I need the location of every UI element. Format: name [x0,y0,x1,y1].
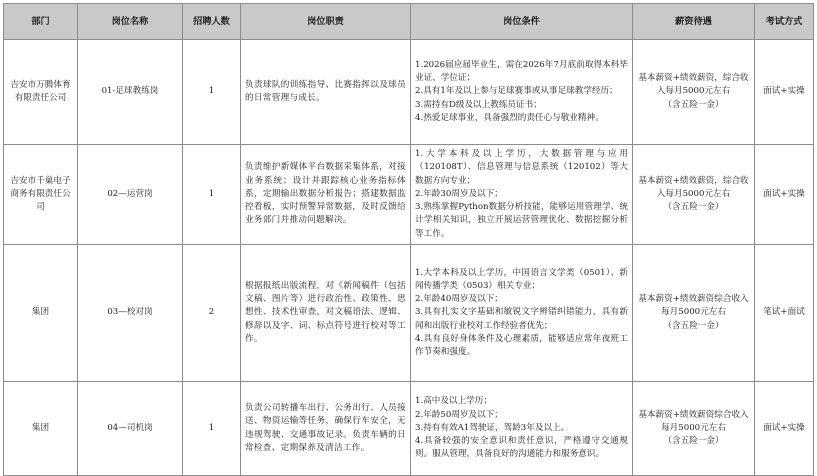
salary-text: 基本薪资+绩效薪资，综合收入每月5000元左右 [638,175,749,199]
salary-cell [633,145,755,245]
requirement-item: 4.具有良好身体条件及心理素质，能够适应常年夜班工作节奏和强度。 [415,333,628,357]
requirement-item: 3.熟练掌握Python数据分析技能，能够运用管理学、统计学相关知识，独立开展运营管理优化、数据挖掘分析等工作。 [415,202,628,239]
exam-cell: 笔试+面试 [755,245,814,382]
count-cell: 1 [183,40,241,145]
salary-cell [633,245,755,382]
requirement-item: 1.高中及以上学历； [415,396,492,407]
count-cell: 1 [183,382,241,476]
department-cell: 吉安市千巢电子商务有限责任公司 [4,145,78,245]
position-cell: 01-足球教练岗 [78,40,183,145]
exam-cell: 面试+实操 [755,145,814,245]
count-cell: 2 [183,245,241,382]
exam-cell: 面试+实操 [755,40,814,145]
header-row [4,4,814,40]
requirement-item: 1.大学本科及以上学历，大数据管理与应用（120108T）、信息管理与信息系统（120102）等大数据方向专业； [415,149,628,186]
requirement-item: 2.年龄40周岁及以下； [415,294,503,305]
salary-text: 基本薪资+绩效薪资综合收入每月5000元左右 [638,409,749,433]
recruitment-table-container [3,3,813,469]
requirement-item: 1.2026届应届毕业生，需在2026年7月底前取得本科毕业证、学位证； [415,59,628,84]
duties-cell: 负责球队的训练指导、比赛指挥以及球员的日常管理与成长。 [241,40,411,145]
count-cell: 1 [183,145,241,245]
header-salary: 薪资待遇 [633,4,755,40]
header-exam: 考试方式 [755,4,814,40]
salary-note: （含五险一金） [663,202,724,213]
table-row [4,382,814,476]
salary-note: （含五险一金） [663,99,724,110]
header-count: 招聘人数 [183,4,241,40]
requirement-item: 3.持有有效A1驾驶证，驾龄3年及以上。 [415,422,570,433]
requirement-item: 1.大学本科及以上学历，中国语言文学类（0501）、新闻传播学类（0503）相关专业； [415,267,628,291]
requirement-item: 3.具有扎实文字基础和敏锐文字辨错纠错能力，具有新闻和出版行业校对工作经验者优先； [415,307,628,331]
requirement-item: 2.年龄30周岁及以下； [415,188,503,199]
requirements-cell [411,40,633,145]
salary-cell [633,40,755,145]
position-cell: 02—运营岗 [78,145,183,245]
requirement-item: 3.需持有D级及以上教练员证书； [415,99,542,110]
department-cell: 集团 [4,382,78,476]
requirement-item: 4.具备较强的安全意识和责任意识，严格遵守交通规则。服从管理，具备良好的沟通能力和服务意识。 [415,436,628,460]
duties-cell: 负责公司转播车出行、公务出行、人员接送、物资运输等任务，确保行车安全，无违规驾驶、交通事故记录。负责车辆的日常检查、定期保养及清洁工作。 [241,382,411,476]
exam-cell: 面试+实操 [755,382,814,476]
salary-note: （含五险一金） [663,320,724,331]
recruitment-table [3,3,814,476]
position-cell: 04—司机岗 [78,382,183,476]
department-cell: 吉安市万腾体育有限责任公司 [4,40,78,145]
table-row [4,40,814,145]
duties-cell: 负责维护新媒体平台数据采集体系，对接业务系统；设计并跟踪核心业务指标体系，定期输出数据分析报告；搭建数据监控看板，实时预警异常数据，及时反馈给业务部门并推动问题解决。 [241,145,411,245]
table-row [4,145,814,245]
department-cell: 集团 [4,245,78,382]
header-requirements: 岗位条件 [411,4,633,40]
requirements-cell [411,382,633,476]
salary-cell [633,382,755,476]
header-position: 岗位名称 [78,4,183,40]
position-cell: 03—校对岗 [78,245,183,382]
header-duties: 岗位职责 [241,4,411,40]
salary-text: 基本薪资+绩效薪资，综合收入每月5000元左右 [638,73,749,97]
requirement-item: 4.热爱足球事业，具备强烈的责任心与敬业精神。 [415,112,604,123]
salary-note: （含五险一金） [663,436,724,447]
requirement-item: 2.年龄50周岁及以下； [415,409,503,420]
duties-cell: 根据报纸出版流程，对《新闻稿件（包括文稿、图片等）进行政治性、政策性、思想性、技术性审查，对文稿语法、逻辑、修辞以及字、词、标点符号进行校对等工作。 [241,245,411,382]
table-row [4,245,814,382]
header-department: 部门 [4,4,78,40]
requirements-cell [411,245,633,382]
requirements-cell [411,145,633,245]
requirement-item: 2.具有1年及以上参与足球赛事或从事足球教学经历； [415,86,618,97]
salary-text: 基本薪资+绩效薪资综合收入每月5000元左右 [638,294,749,318]
